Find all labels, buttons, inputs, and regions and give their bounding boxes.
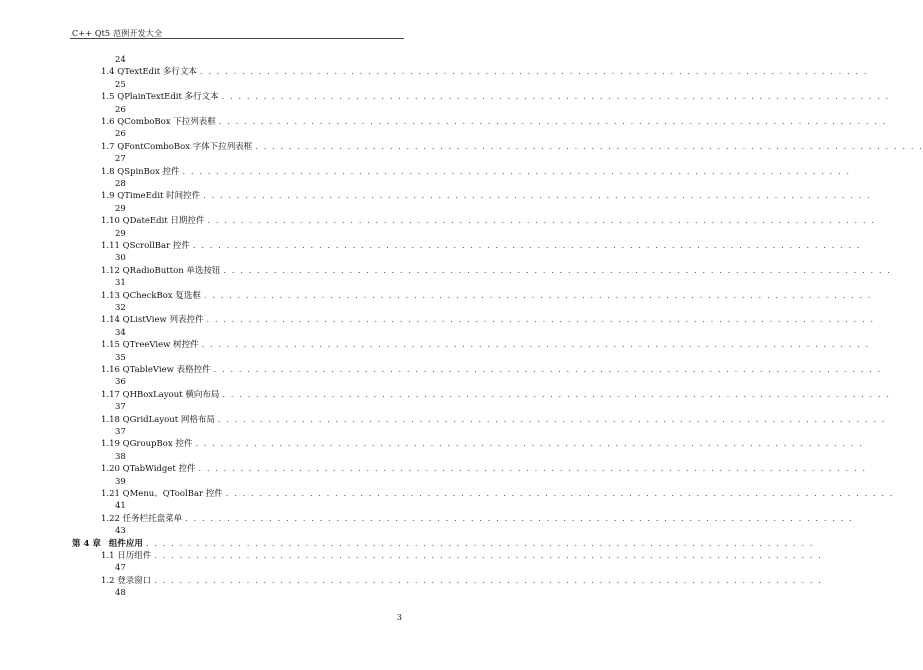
toc-entry-label: 1.11 QScrollBar 控件 xyxy=(101,241,190,251)
toc-page-number: 41 xyxy=(115,501,126,512)
header-rule xyxy=(70,38,404,39)
toc-entry[interactable] xyxy=(101,365,882,376)
toc-entry-label: 1.18 QGridLayout 网格布局 xyxy=(101,414,215,425)
dot-leader: . . . . . . . . . . . . . . . . . . . . . . . . . . . . . . . . . . . . . . . . . . . . . . . . . . . . . . . . . . . . . . . . . . . . . . . . . . . . . . . . xyxy=(154,575,823,586)
toc-page-number: 24 xyxy=(115,55,126,65)
toc-page-number: 34 xyxy=(115,327,126,338)
dot-leader: . . . . . . . . . . . . . . . . . . . . . . . . . . . . . . . . . . . . . . . . . . . . . . . . . . . . . . . . . . . . . . . . . . . . . . . . . . . . . . . . xyxy=(201,340,870,351)
toc-entry[interactable] xyxy=(101,513,854,525)
toc-page-number: 26 xyxy=(115,104,126,115)
toc-entry-label: 1.14 QListView 列表控件 xyxy=(101,315,204,326)
toc-page-number: 37 xyxy=(115,427,126,437)
dot-leader: . . . . . . . . . . . . . . . . . . . . . . . . . . . . . . . . . . . . . . . . . . . . . . . . . . . . . . . . . . . . . . . . . . . . . . . . . . . . . . . . xyxy=(154,551,823,561)
dot-leader: . . . . . . . . . . . . . . . . . . . . . . . . . . . . . . . . . . . . . . . . . . . . . . . . . . . . . . . . . . . . . . . . . . . . . . . . . . . . . . . . xyxy=(199,67,869,78)
dot-leader: . . . . . . . . . . . . . . . . . . . . . . . . . . . . . . . . . . . . . . . . . . . . . . . . . . . . . . . . . . . . . . . . . . . . . . . . . . . . . . . . xyxy=(217,414,886,425)
toc-chapter-number: 第 4 章 xyxy=(72,538,101,549)
toc-page-number: 30 xyxy=(115,253,126,264)
dot-leader: . . . . . . . . . . . . . . . . . . . . . . . . . . . . . . . . . . . . . . . . . . . . . . . . . . . . . . . . . . . . . . . . . . . . . . . . . . . . . . . . xyxy=(222,389,891,400)
dot-leader: . . . . . . . . . . . . . . . . . . . . . . . . . . . . . . . . . . . . . . . . . . . . . . . . . . . . . . . . . . . . . . . . . . . . . . . . . . . . . . . . xyxy=(185,513,854,524)
toc-entry[interactable] xyxy=(101,389,891,401)
toc-page-number: 27 xyxy=(115,154,126,165)
dot-leader: . . . . . . . . . . . . . . . . . . . . . . . . . . . . . . . . . . . . . . . . . . . . . . . . . . . . . . . . . . . . . . . . . . . . . . . . . . . . . . . . xyxy=(207,216,876,227)
toc-page-number: 38 xyxy=(115,451,126,462)
toc-entry[interactable] xyxy=(101,265,892,277)
running-header: C++ Qt5 范例开发大全 xyxy=(72,29,163,38)
toc-page-number: 31 xyxy=(115,278,126,289)
toc-entry[interactable] xyxy=(101,315,875,326)
toc-entry-label: 1.12 QRadioButton 单选按钮 xyxy=(101,265,221,276)
toc-page-number: 48 xyxy=(115,588,126,599)
dot-leader: . . . . . . . . . . . . . . . . . . . . . . . . . . . . . . . . . . . . . . . . . . . . . . . . . . . . . . . . . . . . . . . . . . . . . . . . . . . . . . . . xyxy=(218,117,887,127)
toc-page-number: 28 xyxy=(115,179,126,189)
toc-page-number: 35 xyxy=(115,352,126,363)
dot-leader: . . . . . . . . . . . . . . . . . . . . . . . . . . . . . . . . . . . . . . . . . . . . . . . . . . . . . . . . . . . . . . . . . . . . . . . . . . . . . . . . xyxy=(206,315,875,326)
toc-chapter-label xyxy=(72,539,146,550)
toc-entry-label: 1.15 QTreeView 树控件 xyxy=(101,340,199,351)
dot-leader: . . . . . . . . . . . . . . . . . . . . . . . . . . . . . . . . . . . . . . . . . . . . . . . . . . . . . . . . . . . . . . . . . . . . . . . . . . . . . . . . xyxy=(203,290,872,301)
toc-page-number: 36 xyxy=(115,377,126,388)
toc-entry-label: 1.1 日历组件 xyxy=(101,551,152,561)
toc-entry[interactable] xyxy=(101,92,890,103)
toc-entry[interactable] xyxy=(101,216,876,227)
toc-entry-label: 1.17 QHBoxLayout 横向布局 xyxy=(101,389,220,400)
toc-entry-label: 1.7 QFontComboBox 字体下拉列表框 xyxy=(101,141,253,152)
toc-page-number: 25 xyxy=(115,79,126,90)
toc-entry[interactable] xyxy=(101,489,894,500)
toc-page-number: 43 xyxy=(115,526,126,537)
toc-entry[interactable] xyxy=(101,414,886,426)
dot-leader: . . . . . . . . . . . . . . . . . . . . . . . . . . . . . . . . . . . . . . . . . . . . . . . . . . . . . . . . . . . . . . . . . . . . . . . . . . . . . . . . xyxy=(192,241,861,251)
toc-entry[interactable] xyxy=(101,67,869,78)
toc-entry-label: 1.8 QSpinBox 控件 xyxy=(101,166,180,177)
toc-entry-label: 1.2 登录窗口 xyxy=(101,575,152,586)
toc-entry-label: 1.13 QCheckBox 复选框 xyxy=(101,290,201,301)
dot-leader: . . . . . . . . . . . . . . . . . . . . . . . . . . . . . . . . . . . . . . . . . . . . . . . . . . . . . . . . . . . . . . . . . . . . . . . . . . . . . . . . xyxy=(223,265,892,276)
toc-entry-label: 1.10 QDateEdit 日期控件 xyxy=(101,216,205,227)
toc-entry[interactable] xyxy=(101,117,887,128)
toc-entry[interactable] xyxy=(101,290,872,302)
toc-page-number: 37 xyxy=(115,402,126,413)
toc-entry-label: 1.9 QTimeEdit 时间控件 xyxy=(101,191,201,202)
dot-leader: . . . . . . . . . . . . . . . . . . . . . . . . . . . . . . . . . . . . . . . . . . . . . . . . . . . . . . . . . . . . . . . . . . . . . . . . . . . . . . . . xyxy=(213,365,882,375)
toc-entry-label: 1.16 QTableView 表格控件 xyxy=(101,365,211,375)
toc-entry-label: 1.6 QComboBox 下拉列表框 xyxy=(101,117,216,127)
toc-entry[interactable] xyxy=(101,439,864,450)
toc-entry-label: 1.20 QTabWidget 控件 xyxy=(101,464,196,475)
dot-leader: . . . . . . . . . . . . . . . . . . . . . . . . . . . . . . . . . . . . . . . . . . . . . . . . . . . . . . . . . . . . . . . . . . . . . . . . . . . . . . . . xyxy=(182,166,851,177)
toc-entry[interactable] xyxy=(101,166,851,178)
toc-entry-label: 1.19 QGroupBox 控件 xyxy=(101,439,193,450)
dot-leader: . . . . . . . . . . . . . . . . . . . . . . . . . . . . . . . . . . . . . . . . . . . . . . . . . . . . . . . . . . . . . . . . . . . . . . . . . . . . . . . . xyxy=(255,141,923,152)
toc-page-number: 26 xyxy=(115,129,126,140)
toc-page-number: 47 xyxy=(115,563,126,574)
dot-leader: . . . . . . . . . . . . . . . . . . . . . . . . . . . . . . . . . . . . . . . . . . . . . . . . . . . . . . . . . . . . . . . . . . . . . . . . . . . . . . . . xyxy=(203,191,872,202)
toc-chapter-entry[interactable] xyxy=(72,538,814,550)
toc-entry[interactable] xyxy=(101,551,823,562)
toc-page-number: 39 xyxy=(115,476,126,487)
toc-entry-label: 1.22 任务栏托盘菜单 xyxy=(101,513,183,524)
toc-entry[interactable] xyxy=(101,575,823,587)
toc-entry-label: 1.4 QTextEdit 多行文本 xyxy=(101,67,197,78)
toc-entry-label: 1.21 QMenu、QToolBar 控件 xyxy=(101,489,223,499)
toc-page-number: 29 xyxy=(115,228,126,239)
toc-entry[interactable] xyxy=(101,191,872,202)
toc-page-number: 29 xyxy=(115,203,126,214)
dot-leader: . . . . . . . . . . . . . . . . . . . . . . . . . . . . . . . . . . . . . . . . . . . . . . . . . . . . . . . . . . . . . . . . . . . . . . . . . . . . . . . . xyxy=(198,464,867,475)
dot-leader: . . . . . . . . . . . . . . . . . . . . . . . . . . . . . . . . . . . . . . . . . . . . . . . . . . . . . . . . . . . . . . . . . . . . . . . . . . . . . . . . xyxy=(221,92,890,103)
toc-entry[interactable] xyxy=(101,241,861,252)
toc-entry[interactable] xyxy=(101,340,870,351)
dot-leader: . . . . . . . . . . . . . . . . . . . . . . . . . . . . . . . . . . . . . . . . . . . . . . . . . . . . . . . . . . . . . . . . . . . . . . . . . . . . . . . . xyxy=(225,489,894,499)
dot-leader: . . . . . . . . . . . . . . . . . . . . . . . . . . . . . . . . . . . . . . . . . . . . . . . . . . . . . . . . . . . . . . . . . . . . . . . . . . . . . . . . xyxy=(145,538,814,549)
toc-chapter-title: 组件应用 xyxy=(108,538,143,549)
toc-entry[interactable] xyxy=(101,464,867,475)
toc-entry-label: 1.5 QPlainTextEdit 多行文本 xyxy=(101,92,219,103)
page-number: 3 xyxy=(396,613,402,622)
toc-page-number: 32 xyxy=(115,303,126,313)
toc-entry[interactable] xyxy=(101,141,923,153)
dot-leader: . . . . . . . . . . . . . . . . . . . . . . . . . . . . . . . . . . . . . . . . . . . . . . . . . . . . . . . . . . . . . . . . . . . . . . . . . . . . . . . . xyxy=(195,439,864,450)
